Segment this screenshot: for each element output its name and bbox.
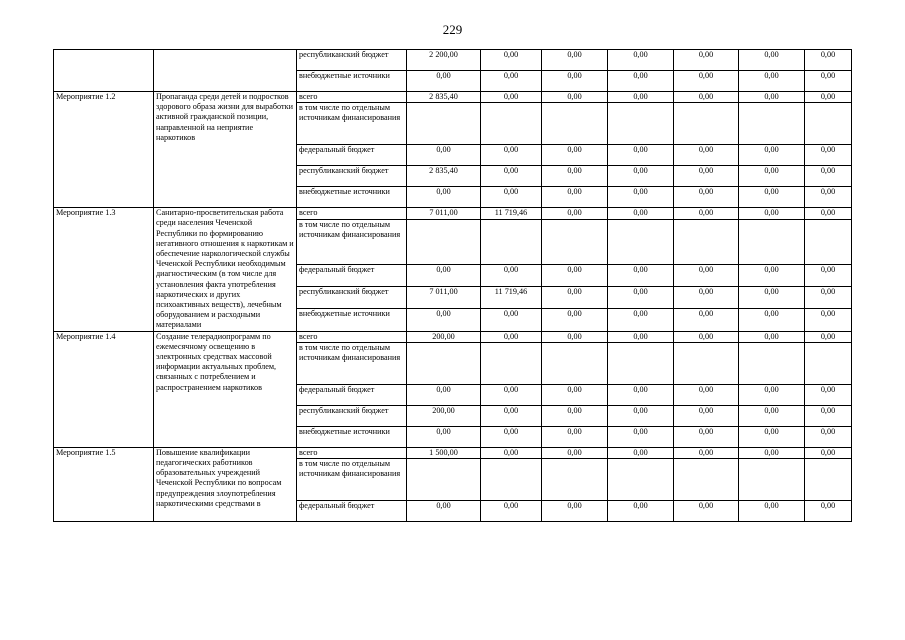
amount-cell (407, 459, 481, 501)
amount-cell: 0,00 (481, 71, 542, 92)
description-cell: Пропаганда среди детей и подростков здорового образа жизни для выработки активной гражданской позиции, направленной на неприятие наркотиков (154, 92, 297, 208)
funding-source-cell: республиканский бюджет (297, 287, 407, 309)
amount-cell: 0,00 (608, 208, 674, 220)
amount-cell: 0,00 (739, 384, 805, 405)
amount-cell: 0,00 (481, 447, 542, 458)
amount-cell (674, 220, 739, 265)
amount-cell: 0,00 (542, 501, 608, 522)
amount-cell (739, 220, 805, 265)
amount-cell: 0,00 (608, 447, 674, 458)
activity-cell: Мероприятие 1.2 (54, 92, 154, 208)
funding-source-cell: в том числе по отдельным источникам финансирования (297, 220, 407, 265)
amount-cell (407, 220, 481, 265)
amount-cell: 0,00 (542, 208, 608, 220)
funding-source-cell: внебюджетные источники (297, 187, 407, 208)
amount-cell: 0,00 (805, 331, 852, 342)
amount-cell: 11 719,46 (481, 287, 542, 309)
amount-cell: 0,00 (805, 264, 852, 286)
amount-cell (481, 220, 542, 265)
amount-cell: 0,00 (608, 50, 674, 71)
amount-cell: 0,00 (739, 309, 805, 331)
amount-cell: 0,00 (542, 166, 608, 187)
amount-cell: 0,00 (608, 92, 674, 103)
amount-cell: 0,00 (674, 447, 739, 458)
amount-cell: 0,00 (739, 426, 805, 447)
amount-cell: 0,00 (608, 405, 674, 426)
table-row (54, 92, 852, 103)
amount-cell: 0,00 (674, 208, 739, 220)
amount-cell: 0,00 (481, 501, 542, 522)
funding-source-cell: республиканский бюджет (297, 405, 407, 426)
amount-cell: 200,00 (407, 405, 481, 426)
amount-cell (542, 103, 608, 145)
funding-source-cell: в том числе по отдельным источникам финансирования (297, 342, 407, 384)
amount-cell: 2 835,40 (407, 92, 481, 103)
amount-cell: 0,00 (608, 331, 674, 342)
funding-source-cell: федеральный бюджет (297, 264, 407, 286)
amount-cell (805, 220, 852, 265)
amount-cell: 0,00 (674, 287, 739, 309)
amount-cell: 0,00 (805, 92, 852, 103)
amount-cell: 0,00 (542, 50, 608, 71)
amount-cell: 7 011,00 (407, 287, 481, 309)
amount-cell: 0,00 (481, 264, 542, 286)
amount-cell: 0,00 (481, 50, 542, 71)
amount-cell: 0,00 (481, 187, 542, 208)
amount-cell: 0,00 (608, 264, 674, 286)
amount-cell (739, 103, 805, 145)
amount-cell: 0,00 (739, 166, 805, 187)
amount-cell: 0,00 (739, 264, 805, 286)
amount-cell: 0,00 (481, 145, 542, 166)
amount-cell: 7 011,00 (407, 208, 481, 220)
description-cell: Создание телерадиопрограмм по ежемесячному освещению в электронных средствах массовой информации актуальных проблем, связанных с потреблением и распространением наркотиков (154, 331, 297, 447)
amount-cell: 0,00 (739, 405, 805, 426)
amount-cell (674, 103, 739, 145)
amount-cell (542, 220, 608, 265)
amount-cell: 0,00 (608, 71, 674, 92)
amount-cell: 0,00 (739, 447, 805, 458)
amount-cell: 0,00 (674, 501, 739, 522)
amount-cell (674, 342, 739, 384)
amount-cell: 0,00 (407, 309, 481, 331)
amount-cell (805, 342, 852, 384)
amount-cell: 0,00 (739, 71, 805, 92)
amount-cell: 0,00 (805, 501, 852, 522)
amount-cell: 0,00 (674, 309, 739, 331)
amount-cell: 0,00 (674, 264, 739, 286)
activity-cell (54, 50, 154, 92)
amount-cell: 0,00 (481, 166, 542, 187)
amount-cell: 0,00 (805, 287, 852, 309)
amount-cell (542, 342, 608, 384)
description-cell: Повышение квалификации педагогических работников образовательных учреждений Чеченской Республики по вопросам предупреждения злоупотребления наркотическими средствами в (154, 447, 297, 521)
amount-cell: 0,00 (674, 384, 739, 405)
funding-source-cell: внебюджетные источники (297, 426, 407, 447)
amount-cell: 0,00 (481, 405, 542, 426)
amount-cell: 0,00 (407, 145, 481, 166)
amount-cell: 0,00 (542, 309, 608, 331)
amount-cell (739, 342, 805, 384)
amount-cell (407, 342, 481, 384)
amount-cell: 0,00 (674, 405, 739, 426)
amount-cell: 0,00 (542, 287, 608, 309)
funding-source-cell: федеральный бюджет (297, 145, 407, 166)
amount-cell: 0,00 (608, 166, 674, 187)
amount-cell: 0,00 (481, 384, 542, 405)
amount-cell: 0,00 (481, 426, 542, 447)
amount-cell: 0,00 (481, 331, 542, 342)
amount-cell: 0,00 (805, 71, 852, 92)
funding-source-cell: республиканский бюджет (297, 50, 407, 71)
activity-cell: Мероприятие 1.3 (54, 208, 154, 331)
amount-cell: 0,00 (542, 71, 608, 92)
amount-cell (608, 103, 674, 145)
amount-cell: 0,00 (674, 92, 739, 103)
funding-source-cell: внебюджетные источники (297, 71, 407, 92)
amount-cell (805, 459, 852, 501)
amount-cell: 0,00 (739, 187, 805, 208)
amount-cell: 2 200,00 (407, 50, 481, 71)
amount-cell: 0,00 (542, 92, 608, 103)
amount-cell: 0,00 (481, 92, 542, 103)
description-cell: Санитарно-просветительская работа среди населения Чеченской Республики по формированию негативного отношения к наркотикам и обеспечение наркологической службы Чеченской Республики необходимым диагностическим (в том числе для установления факта употребления наркотических и других психоактивных веществ), лечебным оборудованием и расходными материалами (154, 208, 297, 331)
amount-cell: 0,00 (608, 501, 674, 522)
amount-cell (608, 220, 674, 265)
table-row (54, 331, 852, 342)
amount-cell: 0,00 (608, 187, 674, 208)
amount-cell: 0,00 (739, 331, 805, 342)
amount-cell: 0,00 (674, 331, 739, 342)
amount-cell: 0,00 (739, 50, 805, 71)
amount-cell (407, 103, 481, 145)
amount-cell: 1 500,00 (407, 447, 481, 458)
amount-cell: 0,00 (542, 405, 608, 426)
amount-cell (608, 459, 674, 501)
funding-source-cell: внебюджетные источники (297, 309, 407, 331)
amount-cell (481, 459, 542, 501)
amount-cell: 0,00 (674, 71, 739, 92)
amount-cell: 0,00 (805, 384, 852, 405)
page-number: 229 (442, 22, 463, 37)
amount-cell (481, 103, 542, 145)
amount-cell: 0,00 (674, 166, 739, 187)
amount-cell (805, 103, 852, 145)
amount-cell: 0,00 (674, 50, 739, 71)
amount-cell: 0,00 (407, 187, 481, 208)
activity-cell: Мероприятие 1.5 (54, 447, 154, 521)
funding-source-cell: всего (297, 331, 407, 342)
amount-cell (481, 342, 542, 384)
amount-cell: 0,00 (407, 71, 481, 92)
amount-cell: 0,00 (739, 501, 805, 522)
amount-cell: 0,00 (481, 309, 542, 331)
amount-cell: 0,00 (805, 208, 852, 220)
amount-cell: 0,00 (542, 187, 608, 208)
amount-cell: 0,00 (407, 264, 481, 286)
amount-cell (542, 459, 608, 501)
amount-cell: 0,00 (608, 426, 674, 447)
funding-source-cell: федеральный бюджет (297, 501, 407, 522)
amount-cell: 0,00 (542, 384, 608, 405)
amount-cell: 0,00 (542, 331, 608, 342)
amount-cell: 0,00 (805, 309, 852, 331)
amount-cell: 0,00 (739, 287, 805, 309)
amount-cell: 0,00 (608, 309, 674, 331)
amount-cell: 11 719,46 (481, 208, 542, 220)
amount-cell: 0,00 (739, 92, 805, 103)
funding-source-cell: федеральный бюджет (297, 384, 407, 405)
amount-cell: 0,00 (407, 384, 481, 405)
table-row (54, 50, 852, 71)
amount-cell: 0,00 (407, 501, 481, 522)
amount-cell: 0,00 (805, 187, 852, 208)
funding-source-cell: в том числе по отдельным источникам финансирования (297, 103, 407, 145)
amount-cell: 2 835,40 (407, 166, 481, 187)
amount-cell: 200,00 (407, 331, 481, 342)
amount-cell: 0,00 (542, 145, 608, 166)
amount-cell: 0,00 (805, 166, 852, 187)
table-row (54, 208, 852, 220)
table-row (54, 447, 852, 458)
amount-cell (739, 459, 805, 501)
amount-cell: 0,00 (608, 287, 674, 309)
funding-source-cell: всего (297, 208, 407, 220)
amount-cell: 0,00 (805, 50, 852, 71)
amount-cell: 0,00 (542, 426, 608, 447)
activity-cell: Мероприятие 1.4 (54, 331, 154, 447)
amount-cell (674, 459, 739, 501)
funding-source-cell: всего (297, 92, 407, 103)
amount-cell: 0,00 (674, 426, 739, 447)
amount-cell: 0,00 (608, 145, 674, 166)
amount-cell: 0,00 (542, 447, 608, 458)
amount-cell: 0,00 (805, 145, 852, 166)
amount-cell: 0,00 (805, 405, 852, 426)
table-body (54, 50, 852, 522)
amount-cell: 0,00 (805, 426, 852, 447)
description-cell (154, 50, 297, 92)
funding-source-cell: в том числе по отдельным источникам финансирования (297, 459, 407, 501)
amount-cell: 0,00 (608, 384, 674, 405)
budget-table (53, 49, 852, 522)
amount-cell (608, 342, 674, 384)
funding-source-cell: всего (297, 447, 407, 458)
amount-cell: 0,00 (739, 208, 805, 220)
amount-cell: 0,00 (739, 145, 805, 166)
amount-cell: 0,00 (674, 145, 739, 166)
funding-source-cell: республиканский бюджет (297, 166, 407, 187)
amount-cell: 0,00 (805, 447, 852, 458)
amount-cell: 0,00 (542, 264, 608, 286)
amount-cell: 0,00 (407, 426, 481, 447)
amount-cell: 0,00 (674, 187, 739, 208)
